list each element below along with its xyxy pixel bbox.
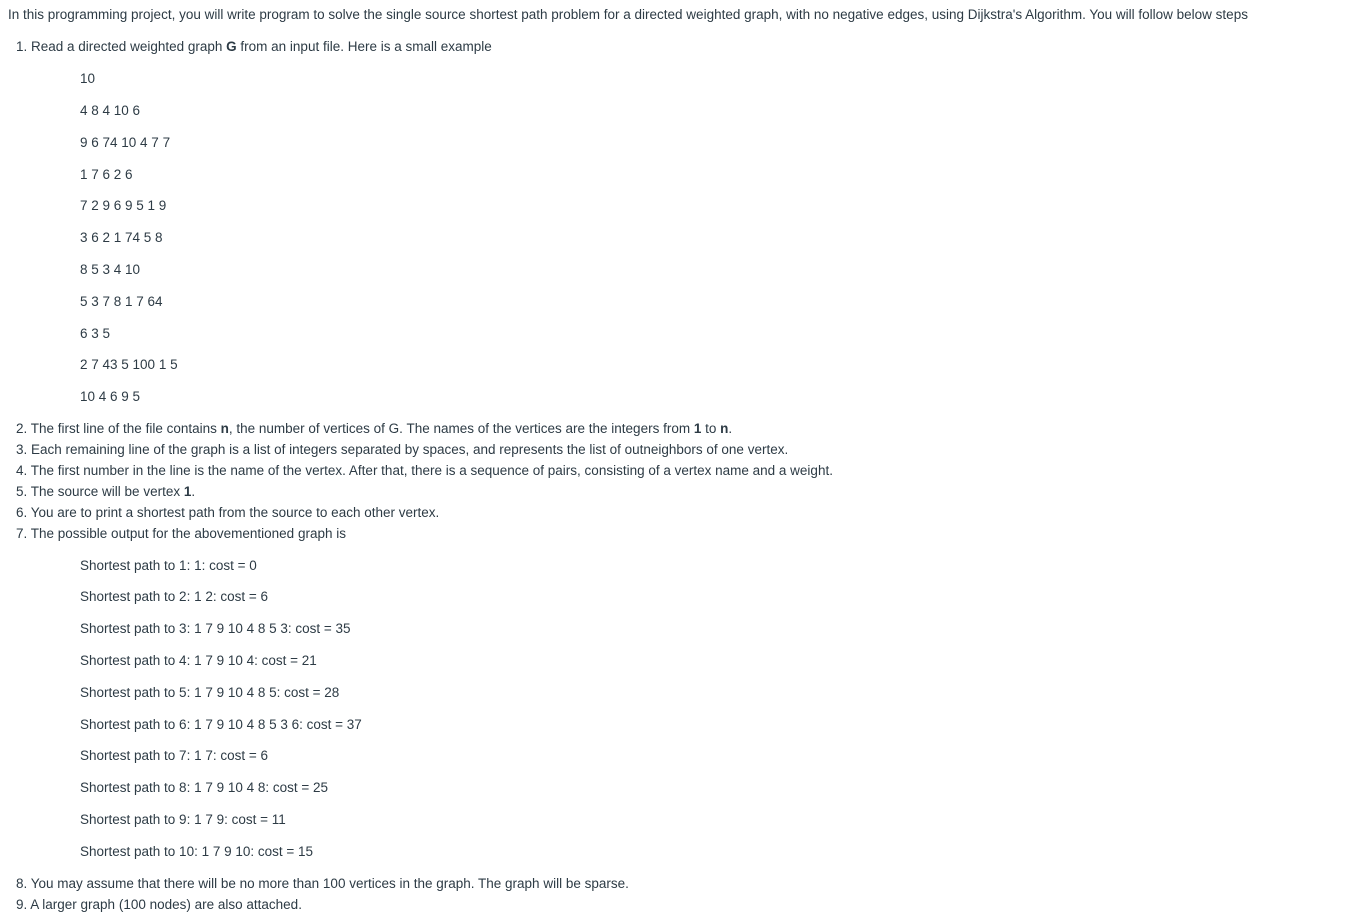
- graph-line: 9 6 74 10 4 7 7: [80, 135, 171, 150]
- graph-line: 10 4 6 9 5: [80, 389, 141, 404]
- step-1-graph-name: G: [226, 39, 237, 54]
- output-line: Shortest path to 2: 1 2: cost = 6: [80, 589, 268, 604]
- graph-line: 4 8 4 10 6: [80, 103, 141, 118]
- step-1-prefix: 1. Read a directed weighted graph: [16, 39, 227, 54]
- graph-line: 5 3 7 8 1 7 64: [80, 294, 163, 309]
- output-line: Shortest path to 5: 1 7 9 10 4 8 5: cost = 28: [80, 685, 340, 700]
- graph-line: 3 6 2 1 74 5 8: [80, 230, 163, 245]
- step-2-text: , the number of vertices of G. The names of the vertices are the integers from: [228, 421, 694, 436]
- step-5-prefix: 5. The source will be vertex: [16, 484, 184, 499]
- graph-line: 1 7 6 2 6: [80, 167, 133, 182]
- output-line: Shortest path to 1: 1: cost = 0: [80, 558, 257, 573]
- graph-line: 10: [80, 71, 96, 86]
- step-6: 6. You are to print a shortest path from the source to each other vertex.: [16, 505, 440, 520]
- step-5-suffix: .: [191, 484, 196, 499]
- step-2-n: n: [220, 421, 229, 436]
- step-3: 3. Each remaining line of the graph is a list of integers separated by spaces, and represents the list of outneighbors of one vertex.: [16, 442, 789, 457]
- output-line: Shortest path to 7: 1 7: cost = 6: [80, 748, 268, 763]
- step-7: 7. The possible output for the abovementioned graph is: [16, 526, 346, 541]
- step-8: 8. You may assume that there will be no more than 100 vertices in the graph. The graph will be sparse.: [16, 876, 629, 891]
- graph-line: 6 3 5: [80, 326, 111, 341]
- step-5-source: 1: [183, 484, 192, 499]
- step-1: [16, 39, 492, 54]
- output-line: Shortest path to 8: 1 7 9 10 4 8: cost = 25: [80, 780, 329, 795]
- output-line: Shortest path to 10: 1 7 9 10: cost = 15: [80, 844, 314, 859]
- output-line: Shortest path to 6: 1 7 9 10 4 8 5 3 6: cost = 37: [80, 717, 362, 732]
- step-2-text: 2. The first line of the file contains: [16, 421, 221, 436]
- output-line: Shortest path to 9: 1 7 9: cost = 11: [80, 812, 286, 827]
- step-2-text: .: [728, 421, 733, 436]
- step-4: 4. The first number in the line is the name of the vertex. After that, there is a sequence of pairs, consisting of a vertex name and a weight.: [16, 463, 833, 478]
- graph-line: 7 2 9 6 9 5 1 9: [80, 198, 167, 213]
- output-line: Shortest path to 4: 1 7 9 10 4: cost = 21: [80, 653, 317, 668]
- graph-line: 8 5 3 4 10: [80, 262, 141, 277]
- step-9: 9. A larger graph (100 nodes) are also attached.: [16, 897, 302, 912]
- step-2-one: 1: [693, 421, 702, 436]
- intro-paragraph: In this programming project, you will write program to solve the single source shortest path problem for a directed weighted graph, with no negative edges, using Dijkstra's Algorithm. You will follow below steps: [8, 7, 1248, 22]
- step-2-text: to: [701, 421, 721, 436]
- step-2-n: n: [720, 421, 729, 436]
- step-2: [16, 421, 732, 436]
- step-1-suffix: from an input file. Here is a small example: [236, 39, 492, 54]
- output-line: Shortest path to 3: 1 7 9 10 4 8 5 3: cost = 35: [80, 621, 351, 636]
- step-5: [16, 484, 195, 499]
- graph-line: 2 7 43 5 100 1 5: [80, 357, 178, 372]
